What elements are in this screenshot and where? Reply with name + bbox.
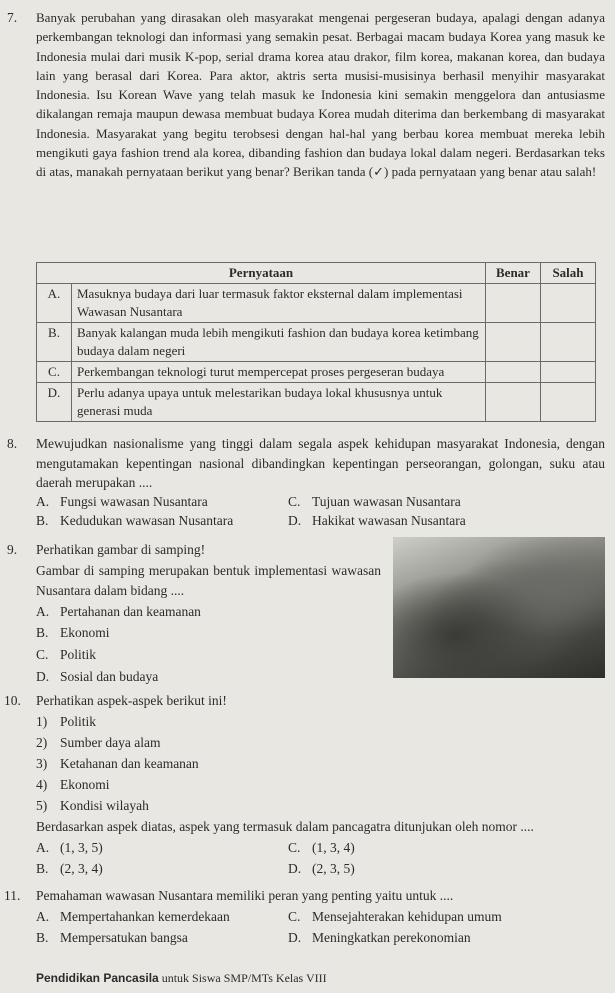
option-letter: B. (36, 513, 49, 528)
option-c[interactable] (36, 645, 96, 664)
question-text: Gambar di samping merupakan bentuk implementasi wawasan Nusantara dalam bidang .... (36, 563, 381, 598)
question-text: Mewujudkan nasionalisme yang tinggi dalam segala aspek kehidupan masyarakat Indonesia, dengan mengutamakan kepentingan nasional dibandingkan kepentingan perseorangan, golongan, suku atau daerah merupakan .... (36, 436, 605, 490)
item-number: 2) (36, 735, 48, 750)
option-text: Sosial dan budaya (60, 669, 159, 684)
table-row (37, 362, 596, 383)
option-a[interactable] (36, 907, 230, 926)
option-d[interactable] (36, 667, 158, 686)
option-letter: A. (36, 840, 50, 855)
option-letter: B. (36, 930, 49, 945)
row-statement: Banyak kalangan muda lebih mengikuti fashion dan budaya korea ketimbang budaya dalam negeri (72, 323, 486, 362)
option-b[interactable] (36, 859, 103, 878)
item-text: Kondisi wilayah (60, 798, 149, 813)
row-letter: C. (37, 362, 72, 383)
row-letter: A. (37, 284, 72, 323)
header-salah: Salah (541, 263, 596, 284)
option-letter: D. (36, 669, 50, 684)
option-text: Mempertahankan kemerdekaan (60, 909, 230, 924)
question-intro: Perhatikan gambar di samping! (36, 542, 206, 557)
option-a[interactable] (36, 838, 103, 857)
benar-checkbox-cell[interactable] (486, 362, 541, 383)
option-text: Mempersatukan bangsa (60, 930, 188, 945)
aspect-item (36, 775, 110, 794)
benar-checkbox-cell[interactable] (486, 323, 541, 362)
benar-checkbox-cell[interactable] (486, 383, 541, 422)
item-text: Sumber daya alam (60, 735, 161, 750)
option-text: (1, 3, 4) (312, 840, 355, 855)
option-letter: D. (288, 930, 302, 945)
option-letter: C. (288, 840, 301, 855)
table-header-row (37, 263, 596, 284)
option-letter: B. (36, 861, 49, 876)
option-text: (2, 3, 4) (60, 861, 103, 876)
option-text: Mensejahterakan kehidupan umum (312, 909, 502, 924)
option-d[interactable] (288, 928, 471, 947)
option-c[interactable] (288, 907, 502, 926)
row-letter: D. (37, 383, 72, 422)
option-text: Hakikat wawasan Nusantara (312, 513, 466, 528)
salah-checkbox-cell[interactable] (541, 383, 596, 422)
option-b[interactable] (36, 928, 188, 947)
option-letter: C. (288, 909, 301, 924)
option-letter: C. (288, 494, 301, 509)
header-pernyataan: Pernyataan (37, 263, 486, 284)
item-number: 5) (36, 798, 48, 813)
option-text: Politik (60, 647, 97, 662)
footer-audience: untuk Siswa SMP/MTs Kelas VIII (158, 971, 327, 985)
option-a[interactable] (36, 492, 208, 511)
option-b[interactable] (36, 511, 233, 530)
aspect-item (36, 733, 160, 752)
footer-subject: Pendidikan Pancasila (36, 971, 159, 985)
option-c[interactable] (288, 492, 461, 511)
option-text: (1, 3, 5) (60, 840, 103, 855)
header-benar: Benar (486, 263, 541, 284)
option-text: Kedudukan wawasan Nusantara (60, 513, 234, 528)
statement-table (36, 262, 596, 422)
option-text: Fungsi wawasan Nusantara (60, 494, 208, 509)
option-letter: A. (36, 909, 50, 924)
option-letter: C. (36, 647, 49, 662)
benar-checkbox-cell[interactable] (486, 284, 541, 323)
question-number: 7. (7, 10, 18, 25)
row-statement: Perkembangan teknologi turut mempercepat proses pergeseran budaya (72, 362, 486, 383)
option-d[interactable] (288, 511, 466, 530)
question-number: 9. (7, 542, 18, 557)
item-number: 1) (36, 714, 48, 729)
item-text: Ekonomi (60, 777, 110, 792)
option-letter: D. (288, 513, 302, 528)
question-text: Banyak perubahan yang dirasakan oleh masyarakat mengenai pergeseran budaya, apalagi dengan adanya perkembangan teknologi dan informasi yang semakin pesat. Berbagai macam budaya Korea yang masuk ke Indonesia mulai dari musik K-pop, serial drama korea atau drakor, film korea, makanan korea, dan budaya lain yang berasal dari Korea. Para aktor, aktris serta musisi-musisinya berhasil menyihir masyarakat Indonesia. Isu Korean Wave yang telah masuk ke Indonesia kini semakin menggelora dan antusiasme dikalangan remaja maupun dewasa membuat budaya Korea mudah diterima dan berkembang di masyarakat Indonesia. Masyarakat yang begitu terobsesi dengan hal-hal yang berbau korea membuat mereka lebih mengikuti gaya fashion trend ala korea, dibanding fashion dan budaya lokal dalam negeri. Berdasarkan teks di atas, manakah pernyataan berikut yang benar? Berikan tanda (✓) pada pernyataan yang benar atau salah! (36, 10, 605, 180)
item-number: 4) (36, 777, 48, 792)
question-number: 11. (4, 888, 21, 903)
item-text: Politik (60, 714, 97, 729)
question-intro: Perhatikan aspek-aspek berikut ini! (36, 693, 227, 708)
question-text: Berdasarkan aspek diatas, aspek yang termasuk dalam pancagatra ditunjukan oleh nomor .... (36, 819, 534, 834)
table-row (37, 284, 596, 323)
aspect-item (36, 796, 149, 815)
option-text: Tujuan wawasan Nusantara (312, 494, 461, 509)
row-statement: Masuknya budaya dari luar termasuk faktor eksternal dalam implementasi Wawasan Nusantara (72, 284, 486, 323)
table-row (37, 383, 596, 422)
salah-checkbox-cell[interactable] (541, 323, 596, 362)
question-number: 10. (4, 693, 21, 708)
option-letter: A. (36, 494, 50, 509)
item-text: Ketahanan dan keamanan (60, 756, 199, 771)
page-footer (36, 971, 327, 986)
option-b[interactable] (36, 623, 110, 642)
table-row (37, 323, 596, 362)
option-letter: D. (288, 861, 302, 876)
option-text: Pertahanan dan keamanan (60, 604, 201, 619)
item-number: 3) (36, 756, 48, 771)
question-number: 8. (7, 436, 18, 451)
option-c[interactable] (288, 838, 355, 857)
option-letter: A. (36, 604, 50, 619)
option-text: (2, 3, 5) (312, 861, 355, 876)
salah-checkbox-cell[interactable] (541, 362, 596, 383)
option-text: Ekonomi (60, 625, 110, 640)
option-d[interactable] (288, 859, 355, 878)
aspect-item (36, 754, 199, 773)
question-text: Pemahaman wawasan Nusantara memiliki peran yang penting yaitu untuk .... (36, 888, 454, 903)
option-text: Meningkatkan perekonomian (312, 930, 471, 945)
option-letter: B. (36, 625, 49, 640)
option-a[interactable] (36, 602, 201, 621)
row-letter: B. (37, 323, 72, 362)
row-statement: Perlu adanya upaya untuk melestarikan budaya lokal khususnya untuk generasi muda (72, 383, 486, 422)
salah-checkbox-cell[interactable] (541, 284, 596, 323)
aspect-item (36, 712, 96, 731)
soldiers-photo (393, 537, 605, 678)
